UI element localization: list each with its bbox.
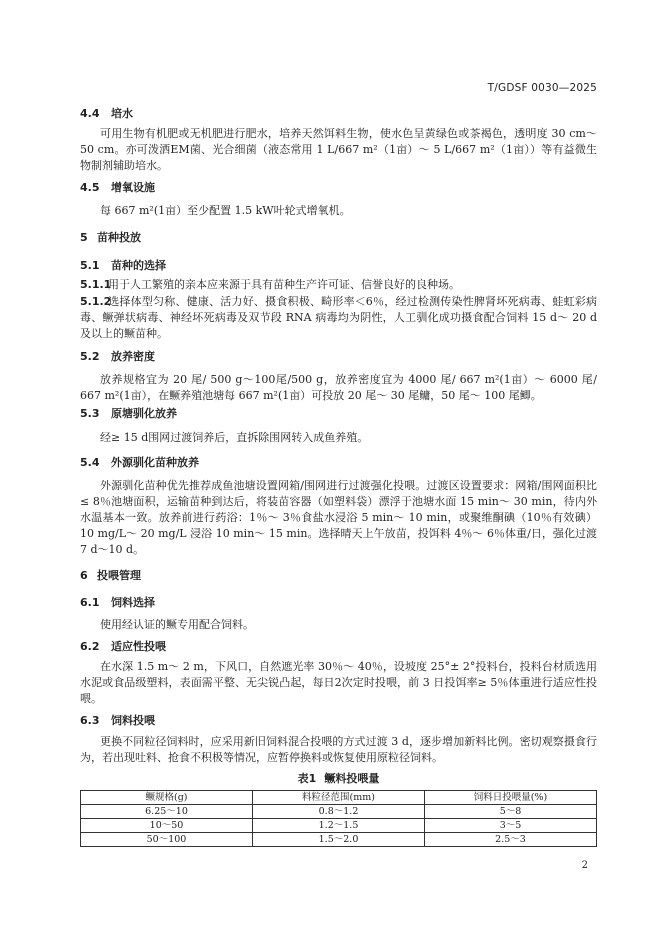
table-cell: 3～5 [425,819,597,833]
paragraph-5-2: 放养规格宜为 20 尾/ 500 g～100尾/500 g，放养密度宜为 4000 尾/ 667 m²(1亩）～ 6000 尾/ 667 m²(1亩），在鳜养殖池塘每 667 m²(1亩）可投放 20 尾～ 30 尾鳙，50 尾～ 100 尾鲫。 [80,373,597,402]
heading-6-2 [80,639,597,655]
heading-title: 投喂管理 [97,569,141,582]
heading-title: 苗种的选择 [111,259,166,272]
heading-number: 6 [80,569,88,582]
heading-5 [80,230,597,246]
heading-number: 6.2 [80,640,100,653]
heading-title: 外源驯化苗种放养 [111,456,199,469]
paragraph-6-1: 使用经认证的鳜专用配合饲料。 [100,618,254,631]
column-header: 饲料日投喂量(%) [425,791,597,805]
heading-title: 苗种投放 [97,231,141,244]
heading-title: 放养密度 [111,350,155,363]
heading-number: 4.5 [80,181,100,194]
heading-number: 5 [80,231,88,244]
column-header: 鳜规格(g) [81,791,253,805]
table-cell: 2.5～3 [425,833,597,847]
page-number: 2 [581,860,588,871]
table-row [81,805,597,819]
heading-6 [80,568,597,584]
heading-4-5 [80,180,597,196]
clause-text: 用于人工繁殖的亲本应来源于具有苗种生产许可证、信誉良好的良种场。 [108,278,460,291]
heading-number: 5.2 [80,350,100,363]
heading-6-3 [80,713,597,729]
paragraph-6-3: 更换不同粒径饲料时，应采用新旧饲料混合投喂的方式过渡 3 d，逐步增加新料比例。密切观察摄食行为，若出现吐料、抢食不积极等情况，应暂停换料或恢复使用原粒径饲料。 [80,735,597,764]
table-row [81,819,597,833]
column-header: 料粒径范围(mm) [253,791,425,805]
table-cell: 0.8～1.2 [253,805,425,819]
clause-number: 5.1.1 [80,278,112,291]
clause-number: 5.1.2 [80,295,112,308]
table-cell: 6.25～10 [81,805,253,819]
paragraph-5-3: 经≥ 15 d围网过渡饲养后，直拆除围网转入成鱼养殖。 [100,431,369,444]
heading-number: 4.4 [80,107,100,120]
heading-4-4 [80,106,597,122]
heading-number: 6.3 [80,714,100,727]
table-cell: 50～100 [81,833,253,847]
heading-title: 培水 [111,107,133,120]
heading-number: 5.3 [80,407,100,420]
heading-6-1 [80,595,597,611]
heading-number: 5.1 [80,259,100,272]
table-caption [80,771,597,787]
heading-title: 饲料投喂 [111,714,155,727]
table-cell: 10～50 [81,819,253,833]
paragraph-4-4: 可用生物有机肥或无机肥进行肥水，培养天然饵料生物，使水色呈黄绿色或茶褐色，透明度 30 cm～50 cm。亦可泼洒EM菌、光合细菌（液态常用 1 L/667 m²（1亩）～ 5 L/667 m²（1亩））等有益微生物制剂辅助培水。 [80,127,597,172]
clause-5-1-2 [80,294,597,342]
table-number: 表1 [297,772,317,785]
document-code: T/GDSF 0030—2025 [487,82,597,94]
heading-5-2 [80,349,597,365]
table-cell: 5～8 [425,805,597,819]
paragraph-5-4: 外源驯化苗种优先推荐成鱼池塘设置网箱/围网进行过渡强化投喂。过渡区设置要求：网箱/围网面积比 ≤ 8％池塘面积，运输苗种到达后，将装苗容器（如塑料袋）漂浮于池塘水面 15 min～ 30 min，待内外水温基本一致。放养前进行药浴：1％～ 3％食盐水浸浴 5 min～ 10 min，或聚维酮碘（10％有效碘）10 mg/L～ 20 mg/L 浸浴 10 min～ 15 min。选择晴天上午放苗，投饵料 4％～ 6％体重/日，强化过渡 7 d～10 d。 [80,479,597,556]
clause-5-1-1 [80,277,597,293]
feeding-table [80,790,597,847]
paragraph-6-2: 在水深 1.5 m～ 2 m，下风口，自然遮光率 30％～ 40％，设坡度 25°± 2°投料台，投料台材质选用水泥或食品级塑料，表面需平整、无尖锐凸起，每日2次定时投喂，前 3 日投饵率≥ 5％体重进行适应性投喂。 [80,660,597,705]
table-row [81,833,597,847]
table-header-row [81,791,597,805]
heading-number: 5.4 [80,456,100,469]
table-title: 鳜料投喂量 [324,772,380,785]
clause-text: 选择体型匀称、健康、活力好、摄食积极、畸形率＜6％，经过检测传染性脾肾坏死病毒、蛙虹彩病毒、鳜弹状病毒、神经坏死病毒及双节段 RNA 病毒均为阴性，人工驯化成功摄食配合饲料 15 d～ 20 d 及以上的鳜苗种。 [80,295,597,340]
table-cell: 1.2～1.5 [253,819,425,833]
heading-number: 6.1 [80,596,100,609]
heading-5-3 [80,406,597,422]
heading-title: 适应性投喂 [111,640,166,653]
heading-5-4 [80,455,597,471]
table-cell: 1.5～2.0 [253,833,425,847]
heading-title: 原塘驯化放养 [111,407,177,420]
heading-5-1 [80,258,597,274]
heading-title: 饲料选择 [111,596,155,609]
paragraph-4-5: 每 667 m²(1亩）至少配置 1.5 kW叶轮式增氧机。 [100,204,351,217]
heading-title: 增氧设施 [111,181,155,194]
